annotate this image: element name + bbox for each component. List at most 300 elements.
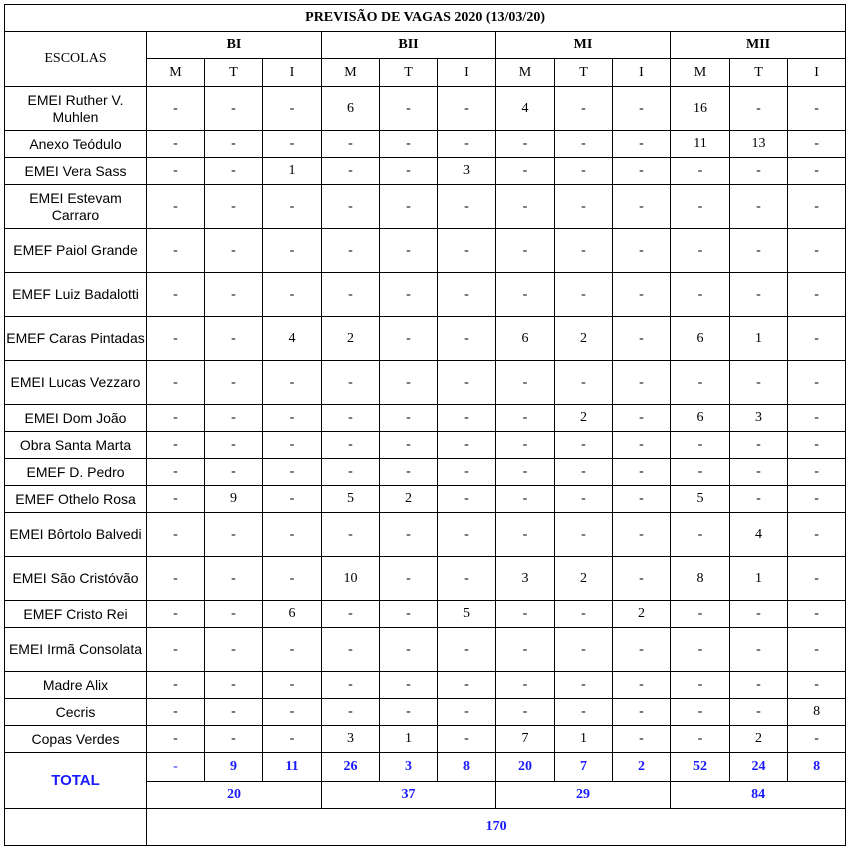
column-total: 8 [438,753,496,782]
vacancy-cell: - [496,699,555,726]
school-name: Anexo Teódulo [5,131,147,158]
vacancy-cell: - [671,361,730,405]
vacancy-table [4,4,846,846]
column-total: 26 [322,753,380,782]
vacancy-cell: - [555,273,613,317]
vacancy-cell: - [263,87,322,131]
vacancy-cell: - [788,317,846,361]
table-row [5,486,846,513]
vacancy-cell: - [788,672,846,699]
vacancy-cell: - [555,486,613,513]
vacancy-cell: - [730,361,788,405]
vacancy-cell: - [788,628,846,672]
vacancy-cell: - [671,513,730,557]
vacancy-cell: - [671,628,730,672]
vacancy-cell: - [788,185,846,229]
vacancy-cell: - [380,405,438,432]
school-name: EMEI Estevam Carraro [5,185,147,229]
vacancy-cell: 1 [730,317,788,361]
vacancy-cell: - [147,131,205,158]
school-name: EMEI Bôrtolo Balvedi [5,513,147,557]
column-total: 7 [555,753,613,782]
vacancy-cell: - [438,87,496,131]
group-total-bii: 37 [322,782,496,809]
vacancy-cell: - [380,158,438,185]
column-total: 8 [788,753,846,782]
vacancy-cell: 10 [322,557,380,601]
vacancy-cell: - [496,628,555,672]
shift-header: T [205,59,263,87]
vacancy-cell: 6 [671,317,730,361]
vacancy-cell: 13 [730,131,788,158]
vacancy-cell: 4 [496,87,555,131]
vacancy-cell: - [555,158,613,185]
vacancy-cell: - [263,459,322,486]
vacancy-cell: - [613,158,671,185]
vacancy-cell: - [730,628,788,672]
vacancy-cell: - [438,672,496,699]
shift-header: I [263,59,322,87]
vacancy-cell: - [263,486,322,513]
vacancy-cell: - [671,601,730,628]
vacancy-cell: 3 [496,557,555,601]
vacancy-cell: - [147,273,205,317]
shift-header: M [671,59,730,87]
vacancy-cell: - [555,459,613,486]
vacancy-cell: - [730,87,788,131]
vacancy-cell: - [205,459,263,486]
vacancy-cell: - [147,459,205,486]
vacancy-cell: - [788,273,846,317]
vacancy-cell: - [496,273,555,317]
vacancy-cell: - [380,628,438,672]
vacancy-cell: 2 [555,405,613,432]
vacancy-cell: - [788,486,846,513]
vacancy-cell: - [613,726,671,753]
vacancy-cell: - [671,459,730,486]
vacancy-cell: 4 [730,513,788,557]
vacancy-cell: - [322,601,380,628]
group-total-mii: 84 [671,782,846,809]
vacancy-cell: - [205,601,263,628]
vacancy-cell: - [380,513,438,557]
vacancy-cell: - [496,486,555,513]
vacancy-cell: - [322,273,380,317]
vacancy-cell: - [730,273,788,317]
vacancy-cell: - [380,459,438,486]
vacancy-cell: - [613,432,671,459]
vacancy-cell: - [380,557,438,601]
vacancy-cell: - [205,513,263,557]
vacancy-cell: - [730,229,788,273]
vacancy-cell: 9 [205,486,263,513]
vacancy-cell: 1 [263,158,322,185]
schools-column-header: ESCOLAS [5,32,147,87]
vacancy-cell: - [788,601,846,628]
vacancy-cell: - [496,432,555,459]
vacancy-cell: - [205,317,263,361]
vacancy-cell: 1 [555,726,613,753]
vacancy-cell: - [613,361,671,405]
school-name: Copas Verdes [5,726,147,753]
vacancy-cell: - [788,87,846,131]
vacancy-cell: - [496,405,555,432]
group-header-mii: MII [671,32,846,59]
vacancy-cell: - [380,432,438,459]
vacancy-cell: - [671,273,730,317]
vacancy-cell: - [613,405,671,432]
vacancy-cell: - [788,158,846,185]
vacancy-cell: - [555,672,613,699]
vacancy-cell: - [613,557,671,601]
vacancy-cell: - [205,87,263,131]
vacancy-cell: - [555,361,613,405]
vacancy-cell: - [730,486,788,513]
school-name: EMEI Ruther V. Muhlen [5,87,147,131]
school-name: EMEI Vera Sass [5,158,147,185]
vacancy-cell: - [730,672,788,699]
shift-header: M [322,59,380,87]
vacancy-cell: - [613,317,671,361]
vacancy-cell: - [671,699,730,726]
vacancy-cell: 1 [380,726,438,753]
vacancy-cell: - [671,726,730,753]
vacancy-cell: - [496,459,555,486]
vacancy-cell: 7 [496,726,555,753]
vacancy-cell: - [263,405,322,432]
vacancy-cell: - [147,513,205,557]
vacancy-cell: - [671,229,730,273]
vacancy-cell: - [555,699,613,726]
vacancy-cell: - [147,185,205,229]
vacancy-cell: - [380,87,438,131]
shift-header: M [147,59,205,87]
vacancy-cell: - [380,273,438,317]
shift-header: I [788,59,846,87]
vacancy-cell: - [671,432,730,459]
vacancy-cell: - [438,628,496,672]
group-total-bi: 20 [147,782,322,809]
vacancy-cell: - [613,628,671,672]
vacancy-cell: 2 [555,557,613,601]
vacancy-cell: - [147,699,205,726]
vacancy-cell: - [438,699,496,726]
vacancy-cell: - [496,361,555,405]
vacancy-cell: - [438,486,496,513]
vacancy-cell: - [730,459,788,486]
vacancy-cell: - [205,672,263,699]
school-name: Obra Santa Marta [5,432,147,459]
vacancy-cell: - [205,361,263,405]
vacancy-cell: 6 [496,317,555,361]
school-name: EMEF Cristo Rei [5,601,147,628]
vacancy-cell: - [438,459,496,486]
vacancy-cell: - [322,361,380,405]
vacancy-cell: - [438,513,496,557]
vacancy-cell: - [205,185,263,229]
vacancy-cell: - [380,601,438,628]
table-row [5,158,846,185]
vacancy-cell: 3 [730,405,788,432]
group-header-bi: BI [147,32,322,59]
table-row [5,513,846,557]
vacancy-cell: - [613,229,671,273]
vacancy-cell: - [671,185,730,229]
vacancy-cell: - [788,557,846,601]
vacancy-cell: - [322,459,380,486]
vacancy-cell: - [555,87,613,131]
column-total: 2 [613,753,671,782]
school-name: EMEF D. Pedro [5,459,147,486]
vacancy-cell: - [788,361,846,405]
vacancy-cell: - [147,87,205,131]
vacancy-cell: - [555,131,613,158]
vacancy-cell: - [263,273,322,317]
school-name: EMEF Othelo Rosa [5,486,147,513]
vacancy-cell: - [555,432,613,459]
vacancy-cell: - [613,699,671,726]
vacancy-cell: - [496,185,555,229]
vacancy-cell: - [322,405,380,432]
vacancy-cell: - [263,229,322,273]
vacancy-cell: - [147,726,205,753]
table-row [5,432,846,459]
vacancy-cell: 3 [438,158,496,185]
vacancy-cell: - [438,229,496,273]
group-header-bii: BII [322,32,496,59]
vacancy-cell: - [263,185,322,229]
column-total: 11 [263,753,322,782]
vacancy-cell: - [496,672,555,699]
vacancy-cell: 6 [671,405,730,432]
table-row [5,699,846,726]
vacancy-cell: - [788,131,846,158]
vacancy-cell: 2 [322,317,380,361]
shift-header: T [555,59,613,87]
column-total: 24 [730,753,788,782]
table-row [5,273,846,317]
vacancy-cell: - [205,432,263,459]
vacancy-cell: - [205,405,263,432]
school-name: EMEI Lucas Vezzaro [5,361,147,405]
vacancy-cell: - [380,229,438,273]
vacancy-cell: - [322,131,380,158]
table-row [5,672,846,699]
vacancy-cell: - [263,361,322,405]
grand-total: 170 [147,809,846,846]
vacancy-cell: 11 [671,131,730,158]
vacancy-cell: - [147,672,205,699]
vacancy-cell: - [730,158,788,185]
vacancy-cell: - [147,405,205,432]
vacancy-cell: - [322,628,380,672]
vacancy-cell: - [438,432,496,459]
vacancy-cell: - [613,131,671,158]
vacancy-cell: - [322,158,380,185]
vacancy-cell: - [205,229,263,273]
vacancy-cell: - [613,672,671,699]
vacancy-cell: - [322,699,380,726]
vacancy-cell: - [730,185,788,229]
vacancy-cell: - [263,699,322,726]
vacancy-cell: - [263,628,322,672]
vacancy-cell: - [205,557,263,601]
total-label: TOTAL [5,753,147,809]
vacancy-cell: - [788,432,846,459]
vacancy-cell: - [730,699,788,726]
table-row [5,628,846,672]
table-row [5,601,846,628]
vacancy-cell: 5 [671,486,730,513]
vacancy-cell: - [496,131,555,158]
vacancy-cell: - [322,229,380,273]
vacancy-cell: - [613,459,671,486]
vacancy-cell: - [380,361,438,405]
column-total: - [147,753,205,782]
vacancy-cell: - [788,513,846,557]
vacancy-cell: - [438,726,496,753]
vacancy-cell: 1 [730,557,788,601]
vacancy-cell: - [496,513,555,557]
vacancy-cell: - [496,229,555,273]
vacancy-cell: - [438,317,496,361]
vacancy-cell: 2 [555,317,613,361]
vacancy-cell: - [147,317,205,361]
vacancy-cell: - [322,185,380,229]
vacancy-cell: 8 [788,699,846,726]
vacancy-cell: 2 [730,726,788,753]
table-row [5,317,846,361]
vacancy-cell: - [205,131,263,158]
vacancy-cell: - [438,557,496,601]
vacancy-cell: - [147,361,205,405]
vacancy-cell: 6 [322,87,380,131]
shift-header: M [496,59,555,87]
vacancy-cell: - [555,185,613,229]
column-total: 9 [205,753,263,782]
vacancy-cell: - [788,726,846,753]
vacancy-cell: - [730,432,788,459]
vacancy-cell: - [263,131,322,158]
grand-total-spacer [5,809,147,846]
vacancy-cell: - [205,699,263,726]
vacancy-cell: - [788,405,846,432]
vacancy-cell: - [555,513,613,557]
shift-header: I [438,59,496,87]
group-total-mi: 29 [496,782,671,809]
vacancy-cell: - [788,229,846,273]
vacancy-cell: - [380,699,438,726]
vacancy-cell: - [147,229,205,273]
vacancy-cell: - [263,557,322,601]
school-name: Madre Alix [5,672,147,699]
vacancy-cell: - [671,158,730,185]
vacancy-cell: 3 [322,726,380,753]
vacancy-cell: 5 [322,486,380,513]
school-name: EMEF Caras Pintadas [5,317,147,361]
vacancy-cell: - [613,87,671,131]
vacancy-cell: - [788,459,846,486]
vacancy-cell: - [671,672,730,699]
vacancy-cell: 16 [671,87,730,131]
vacancy-cell: - [263,513,322,557]
vacancy-cell: - [263,726,322,753]
vacancy-cell: - [496,601,555,628]
vacancy-cell: - [147,432,205,459]
vacancy-cell: - [613,513,671,557]
column-total: 3 [380,753,438,782]
vacancy-cell: 2 [613,601,671,628]
vacancy-cell: - [263,432,322,459]
column-total: 20 [496,753,555,782]
vacancy-cell: - [380,672,438,699]
school-name: EMEI São Cristóvão [5,557,147,601]
vacancy-cell: - [613,486,671,513]
vacancy-cell: 5 [438,601,496,628]
table-row [5,131,846,158]
vacancy-cell: - [613,273,671,317]
column-total: 52 [671,753,730,782]
vacancy-cell: - [147,158,205,185]
table-row [5,229,846,273]
vacancy-cell: - [438,131,496,158]
table-row [5,459,846,486]
table-row [5,557,846,601]
vacancy-cell: - [438,273,496,317]
vacancy-cell: 8 [671,557,730,601]
vacancy-cell: - [555,601,613,628]
vacancy-cell: - [438,185,496,229]
vacancy-cell: - [205,158,263,185]
vacancy-cell: - [555,229,613,273]
vacancy-cell: - [322,672,380,699]
vacancy-cell: - [613,185,671,229]
vacancy-cell: - [555,628,613,672]
school-name: EMEF Luiz Badalotti [5,273,147,317]
vacancy-cell: - [322,432,380,459]
vacancy-cell: - [147,601,205,628]
vacancy-cell: - [147,486,205,513]
shift-header: T [730,59,788,87]
table-row [5,726,846,753]
vacancy-cell: 6 [263,601,322,628]
vacancy-cell: - [380,131,438,158]
vacancy-cell: - [496,158,555,185]
table-row [5,405,846,432]
shift-header: T [380,59,438,87]
school-name: EMEI Dom João [5,405,147,432]
vacancy-cell: - [438,361,496,405]
vacancy-cell: 4 [263,317,322,361]
vacancy-cell: - [438,405,496,432]
vacancy-cell: - [730,601,788,628]
vacancy-cell: 2 [380,486,438,513]
table-row [5,185,846,229]
vacancy-cell: - [147,628,205,672]
vacancy-cell: - [380,317,438,361]
vacancy-cell: - [322,513,380,557]
vacancy-cell: - [263,672,322,699]
vacancy-cell: - [205,273,263,317]
table-row [5,361,846,405]
shift-header: I [613,59,671,87]
vacancy-cell: - [380,185,438,229]
table-row [5,87,846,131]
vacancy-cell: - [205,726,263,753]
vacancy-cell: - [205,628,263,672]
school-name: EMEF Paiol Grande [5,229,147,273]
group-header-mi: MI [496,32,671,59]
